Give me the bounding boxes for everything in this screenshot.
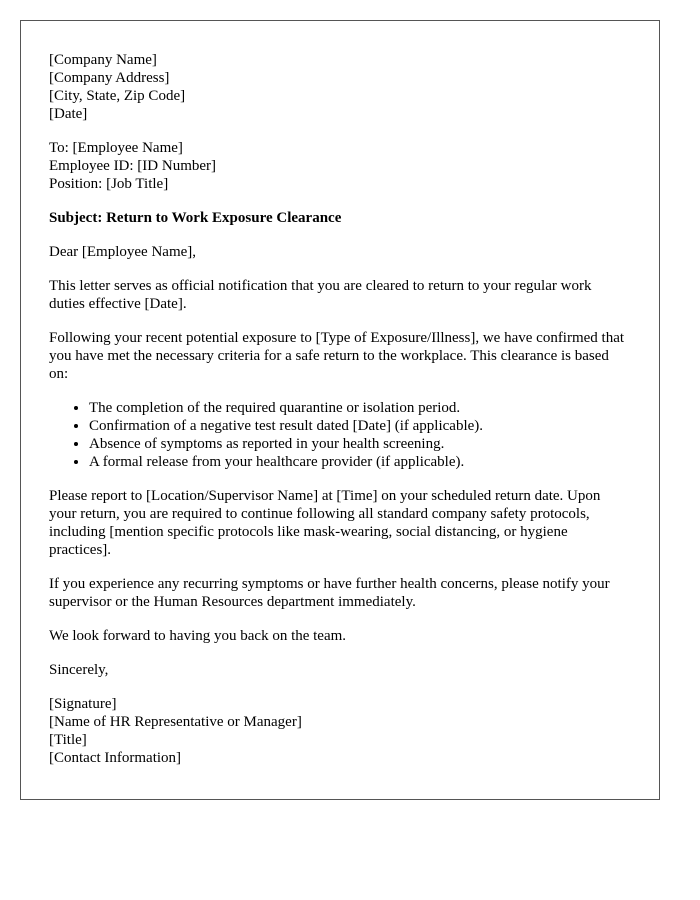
subject-line: Subject: Return to Work Exposure Clearance (49, 210, 342, 226)
paragraph-report-instructions: Please report to [Location/Supervisor Name] at [Time] on your scheduled return date. Upon your return, you are required to continue following all standard company safety protocols, including [mention specific protocols like mask-wearing, social distancing, or hygiene practices]. (49, 488, 601, 558)
employee-id: Employee ID: [ID Number] (49, 158, 217, 174)
signer-name: [Name of HR Representative or Manager] (49, 714, 302, 730)
paragraph-welcome-back: We look forward to having you back on the team. (49, 628, 347, 644)
criteria-item: • Confirmation of a negative test result dated [Date] (if applicable). (89, 417, 631, 435)
signature: [Signature] (49, 696, 117, 712)
paragraph-exposure-criteria: Following your recent potential exposure to [Type of Exposure/Illness], we have confirmed that you have met the necessary criteria for a safe return to the workplace. This clearance is based on: (49, 330, 625, 382)
criteria-item: • Absence of symptoms as reported in your health screening. (89, 435, 631, 453)
company-address: [Company Address] (49, 70, 170, 86)
signer-contact: [Contact Information] (49, 750, 182, 766)
employee-position: Position: [Job Title] (49, 176, 169, 192)
city-state-zip: [City, State, Zip Code] (49, 88, 186, 104)
letter-page (20, 20, 660, 800)
criteria-item: • A formal release from your healthcare provider (if applicable). (89, 453, 631, 471)
criteria-item: • The completion of the required quarantine or isolation period. (89, 399, 631, 417)
closing: Sincerely, (49, 662, 109, 678)
paragraph-health-concerns: If you experience any recurring symptoms or have further health concerns, please notify your supervisor or the Human Resources department immediately. (49, 576, 610, 610)
paragraph-clearance-notice: This letter serves as official notification that you are cleared to return to your regular work duties effective [Date]. (49, 278, 592, 312)
company-name: [Company Name] (49, 52, 157, 68)
recipient-block (49, 139, 631, 193)
sender-block (49, 51, 631, 123)
salutation: Dear [Employee Name], (49, 244, 197, 260)
signer-title: [Title] (49, 732, 87, 748)
signature-block (49, 695, 631, 767)
criteria-list (49, 399, 631, 471)
letter-date: [Date] (49, 106, 88, 122)
recipient-name: To: [Employee Name] (49, 140, 183, 156)
